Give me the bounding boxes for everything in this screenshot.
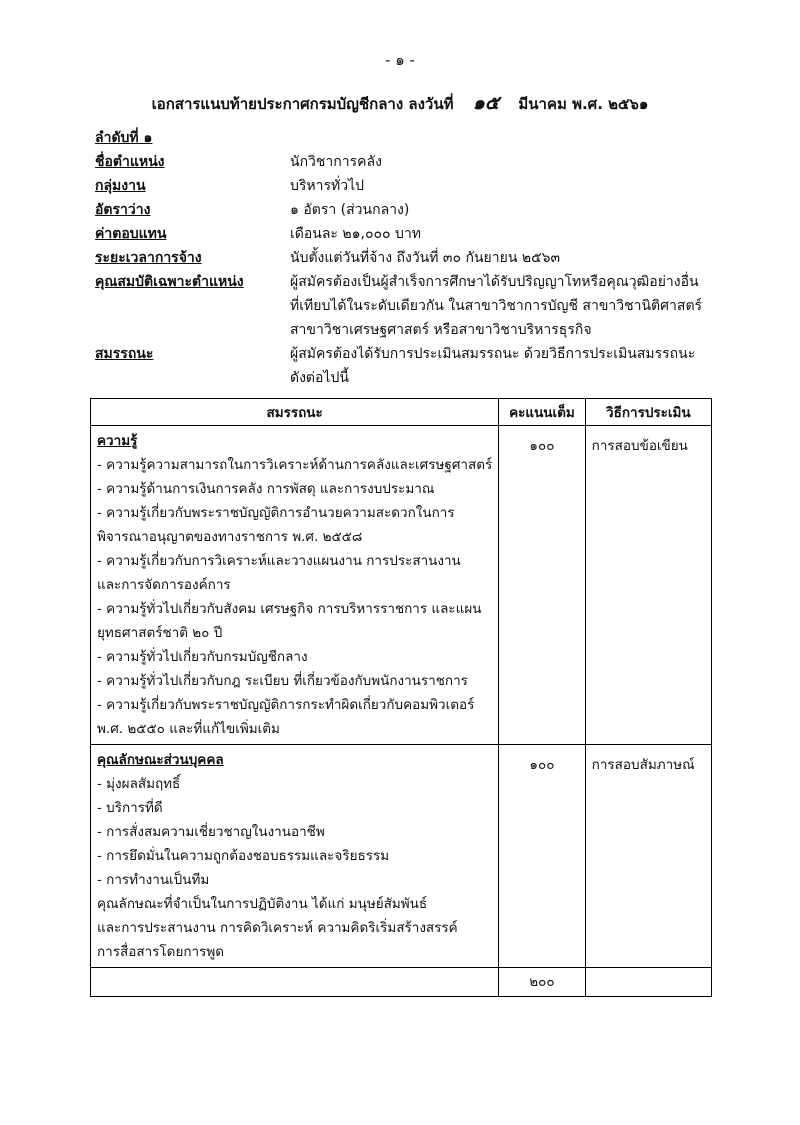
- table-header-row: [91, 399, 712, 426]
- field-value-employment-period: นับตั้งแต่วันที่จ้าง ถึงวันที่ ๓๐ กันยายน ๒๕๖๓: [290, 250, 561, 266]
- knowledge-line: - ความรู้ทั่วไปเกี่ยวกับกฎ ระเบียบ ที่เกี่ยวข้องกับพนักงานราชการ: [97, 673, 468, 689]
- field-value-qualifications-line: ผู้สมัครต้องเป็นผู้สำเร็จการศึกษาได้รับปริญญาโทหรือคุณวุฒิอย่างอื่น: [290, 274, 699, 290]
- field-value-compensation: เดือนละ ๒๑,๐๐๐ บาท: [290, 226, 422, 242]
- total-spacer: [91, 968, 499, 997]
- knowledge-line: พ.ศ. ๒๕๕๐ และที่แก้ไขเพิ่มเติม: [97, 721, 280, 737]
- total-score: ๒๐๐: [499, 968, 585, 997]
- knowledge-line: - ความรู้ทั่วไปเกี่ยวกับกรมบัญชีกลาง: [97, 649, 308, 665]
- document-heading: [0, 88, 800, 118]
- knowledge-method: การสอบข้อเขียน: [585, 426, 711, 745]
- field-label-group: กลุ่มงาน: [95, 178, 146, 194]
- knowledge-line: ยุทธศาสตร์ชาติ ๒๐ ปี: [97, 625, 223, 641]
- category-knowledge: ความรู้: [97, 433, 138, 449]
- field-value-qualifications-line: ที่เทียบได้ในระดับเดียวกัน ในสาขาวิชาการบัญชี สาขาวิชานิติศาสตร์: [290, 298, 703, 314]
- header-full-score: คะแนนเต็ม: [499, 399, 585, 426]
- knowledge-line: - ความรู้ทั่วไปเกี่ยวกับสังคม เศรษฐกิจ การบริหารราชการ และแผน: [97, 601, 482, 617]
- knowledge-line: พิจารณาอนุญาตของทางราชการ พ.ศ. ๒๕๕๘: [97, 529, 363, 545]
- field-value-vacancy: ๑ อัตรา (ส่วนกลาง): [290, 202, 410, 218]
- attribute-line: - การสั่งสมความเชี่ยวชาญในงานอาชีพ: [97, 824, 325, 840]
- field-value-position: นักวิชาการคลัง: [290, 154, 382, 170]
- category-personal-attributes: คุณลักษณะส่วนบุคคล: [97, 752, 224, 768]
- table-row-knowledge: [91, 426, 712, 745]
- knowledge-line: - ความรู้เกี่ยวกับการวิเคราะห์และวางแผนงาน การประสานงาน: [97, 553, 461, 569]
- attribute-line: - บริการที่ดี: [97, 800, 163, 816]
- field-value-competency-line: ผู้สมัครต้องได้รับการประเมินสมรรถนะ ด้วยวิธีการประเมินสมรรถนะ: [290, 346, 696, 362]
- field-value-competency-line: ดังต่อไปนี้: [290, 370, 349, 386]
- competency-table: [90, 398, 712, 997]
- page-number: - ๑ -: [385, 51, 415, 69]
- personal-attributes-cell: [91, 745, 499, 968]
- knowledge-cell: [91, 426, 499, 745]
- attribute-line: การสื่อสารโดยการพูด: [97, 944, 225, 960]
- knowledge-line: และการจัดการองค์การ: [97, 577, 231, 593]
- total-spacer: [585, 968, 711, 997]
- field-value-group: บริหารทั่วไป: [290, 178, 365, 194]
- heading-day-handwritten: ๑๕: [472, 92, 500, 114]
- field-label-employment-period: ระยะเวลาการจ้าง: [95, 250, 202, 266]
- field-label-compensation: ค่าตอบแทน: [95, 226, 167, 242]
- heading-suffix: มีนาคม พ.ศ. ๒๕๖๑: [518, 95, 649, 113]
- table-row-personal-attributes: [91, 745, 712, 968]
- attribute-line: - การทำงานเป็นทีม: [97, 872, 210, 888]
- personal-attributes-method: การสอบสัมภาษณ์: [585, 745, 711, 968]
- field-label-vacancy: อัตราว่าง: [95, 202, 151, 218]
- attribute-line: คุณลักษณะที่จำเป็นในการปฏิบัติงาน ได้แก่ มนุษย์สัมพันธ์: [97, 896, 428, 912]
- field-label-competency: สมรรถนะ: [95, 346, 154, 362]
- field-value-qualifications-line: สาขาวิชาเศรษฐศาสตร์ หรือสาขาวิชาบริหารธุรกิจ: [290, 322, 592, 338]
- personal-attributes-score: ๑๐๐: [499, 745, 585, 968]
- attribute-line: และการประสานงาน การคิดวิเคราะห์ ความคิดริเริ่มสร้างสรรค์: [97, 920, 458, 936]
- knowledge-line: - ความรู้ความสามารถในการวิเคราะห์ด้านการคลังและเศรษฐศาสตร์: [97, 457, 493, 473]
- header-assessment-method: วิธีการประเมิน: [585, 399, 711, 426]
- field-label-qualifications: คุณสมบัติเฉพาะตำแหน่ง: [95, 274, 244, 290]
- knowledge-line: - ความรู้เกี่ยวกับพระราชบัญญัติการอำนวยความสะดวกในการ: [97, 505, 455, 521]
- field-label-position: ชื่อตำแหน่ง: [95, 154, 165, 170]
- heading-prefix: เอกสารแนบท้ายประกาศกรมบัญชีกลาง ลงวันที่: [151, 95, 454, 113]
- knowledge-line: - ความรู้เกี่ยวกับพระราชบัญญัติการกระทำผิดเกี่ยวกับคอมพิวเตอร์: [97, 697, 475, 713]
- header-competency: สมรรถนะ: [91, 399, 499, 426]
- table-total-row: [91, 968, 712, 997]
- attribute-line: - การยึดมั่นในความถูกต้องชอบธรรมและจริยธรรม: [97, 848, 390, 864]
- knowledge-line: - ความรู้ด้านการเงินการคลัง การพัสดุ และการงบประมาณ: [97, 481, 435, 497]
- knowledge-score: ๑๐๐: [499, 426, 585, 745]
- attribute-line: - มุ่งผลสัมฤทธิ์: [97, 776, 181, 792]
- order-label: ลำดับที่ ๑: [95, 130, 153, 146]
